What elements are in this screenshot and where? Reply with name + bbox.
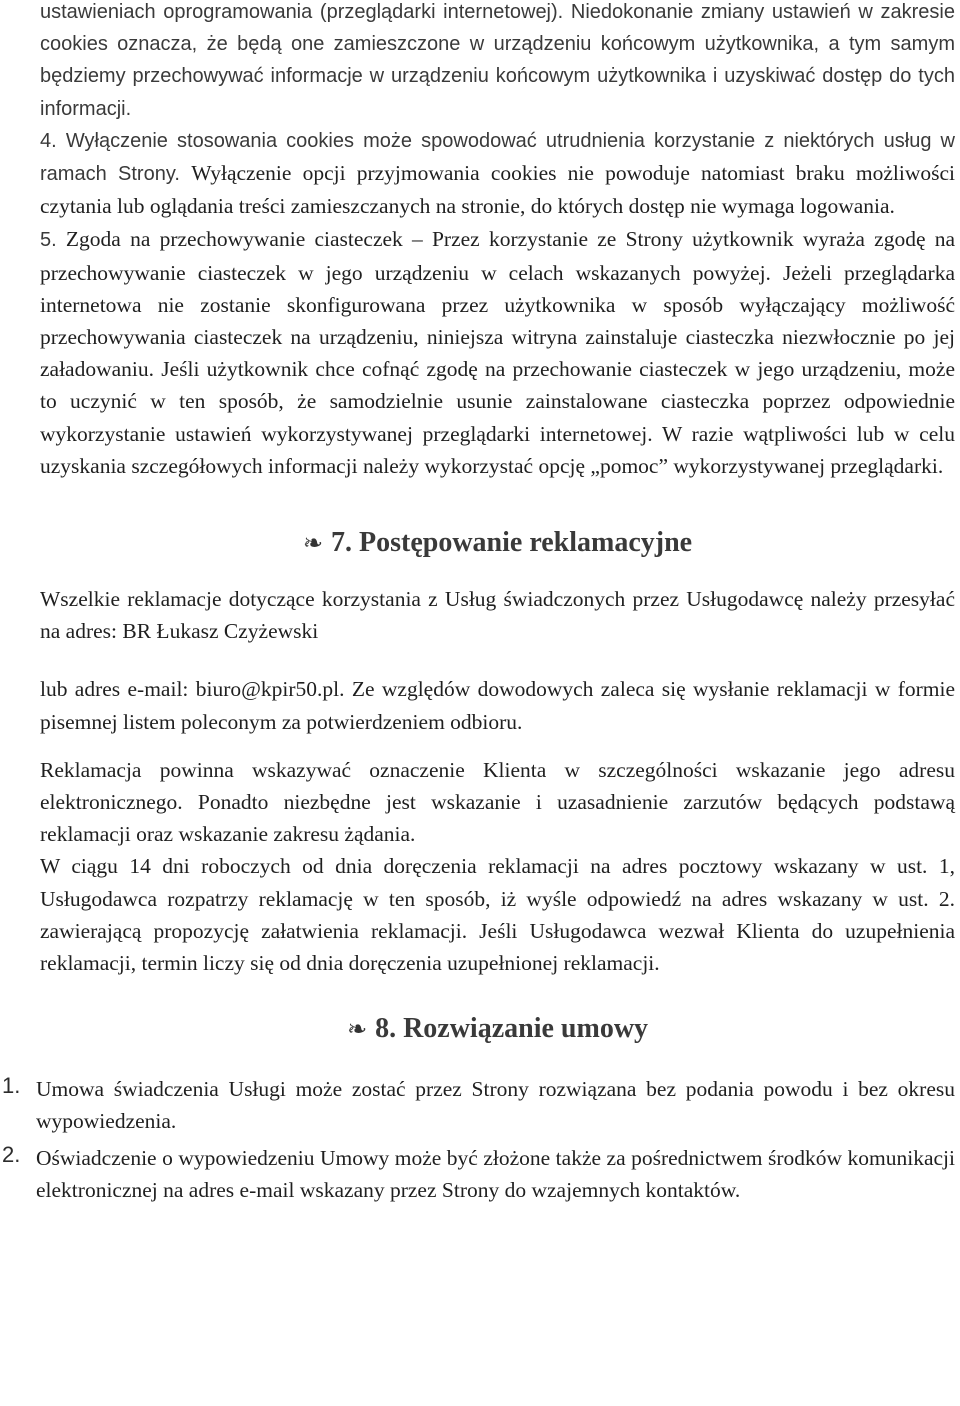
list-item-number: 1. <box>2 1073 21 1099</box>
cookies-continuation-paragraph <box>40 0 955 125</box>
section-7-bullet: ❧ <box>302 529 323 558</box>
paragraph-text: Reklamacja powinna wskazywać oznaczenie Klienta w szczególności wskazanie jego adresu elektronicznego. Ponadto niezbędne jest wskazanie i uzasadnienie zarzutów będących podstawą reklamacji oraz wskazanie zakresu żądania. <box>40 757 955 847</box>
list-item-number: 2. <box>2 1141 21 1167</box>
item-number: 5. <box>40 229 57 252</box>
cookies-item-4 <box>40 125 955 224</box>
list-item-text: Umowa świadczenia Usługi może zostać przez Strony rozwiązana bez podania powodu i bez okresu wypowiedzenia. <box>36 1077 955 1134</box>
section-8-list <box>2 1073 955 1206</box>
spacer <box>40 979 955 1011</box>
section-7-paragraph-4 <box>40 850 955 979</box>
section-7-heading <box>40 525 955 561</box>
item-text: Zgoda na przechowywanie ciasteczek – Przez korzystanie ze Strony użytkownik wyraża zgodę na przechowywanie ciasteczek w jego urządzeniu w celach wskazanych powyżej. Jeżeli przeglądarka internetowa nie zostanie skonfigurowana przez użytkownika w sposób wyłączający możliwość przechowywania ciasteczek na urządzeniu, niniejsza witryna zainstaluje ciasteczka niezwłocznie po jej załadowaniu. Jeśli użytkownik chce cofnąć zgodę na przechowanie ciasteczek w jego urządzeniu, może to uczynić w ten sposób, że samodzielnie usunie zainstalowane ciasteczka poprzez odpowiednie wykorzystanie ustawień wykorzystywanej przeglądarki internetowej. W razie wątpliwości lub w celu uzyskania szczegółowych informacji należy wykorzystać opcję „pomoc” wykorzystywanej przeglądarki. <box>40 227 956 478</box>
section-8-heading <box>40 1011 955 1047</box>
paragraph-text: W ciągu 14 dni roboczych od dnia doręczenia reklamacji na adres pocztowy wskazany w ust. 1, Usługodawca rozpatrzy reklamację w ten sposób, iż wyśle odpowiedź na adres wskazany w ust. 2. zawierającą propozycję załatwienia reklamacji. Jeśli Usługodawca wezwał Klienta do uzupełnienia reklamacji, termin liczy się od dnia doręczenia uzupełnionej reklamacji. <box>40 854 955 976</box>
document-page <box>2 0 956 1206</box>
spacer <box>40 482 955 525</box>
list-item <box>2 1073 955 1137</box>
spacer <box>40 561 955 583</box>
section-7-paragraph-3 <box>40 754 955 851</box>
paragraph-text: lub adres e-mail: biuro@kpir50.pl. Ze względów dowodowych zaleca się wysłanie reklamacji w formie pisemnej listem poleconym za potwierdzeniem odbioru. <box>40 677 955 734</box>
section-7-paragraph-1 <box>40 583 955 647</box>
item-text: Wyłączenie stosowania cookies może spowodować utrudnienia korzystanie z niektórych usług w ramach Strony. <box>40 129 955 186</box>
item-number: 4. <box>40 129 57 152</box>
list-item <box>2 1142 955 1206</box>
item-text-continued: Wyłączenie opcji przyjmowania cookies nie powoduje natomiast braku możliwości czytania lub oglądania treści zamieszczanych na stronie, do których dostęp nie wymaga logowania. <box>40 161 956 219</box>
cookies-continuation-text: ustawieniach oprogramowania (przeglądarki internetowej). Niedokonanie zmiany ustawień w zakresie cookies oznacza, że będą one zamieszczone w urządzeniu końcowym użytkownika, a tym samym będziemy przechowywać informacje w urządzeniu końcowym użytkownika i uzyskiwać dostęp do tych informacji. <box>40 1 955 120</box>
paragraph-text: Wszelkie reklamacje dotyczące korzystania z Usług świadczonych przez Usługodawcę należy przesyłać na adres: BR Łukasz Czyżewski <box>40 587 955 644</box>
section-8-title: 8. Rozwiązanie umowy <box>375 1013 649 1045</box>
cookies-item-5 <box>40 223 955 482</box>
list-item-text: Oświadczenie o wypowiedzeniu Umowy może być złożone także za pośrednictwem środków komunikacji elektronicznej na adres e-mail wskazany przez Strony do wzajemnych kontaktów. <box>36 1145 955 1202</box>
section-7-title: 7. Postępowanie reklamacyjne <box>331 527 693 559</box>
spacer <box>40 738 955 754</box>
section-7-paragraph-2 <box>40 673 955 737</box>
section-8-bullet: ❧ <box>346 1015 368 1044</box>
spacer <box>40 647 955 673</box>
spacer <box>40 1047 955 1073</box>
